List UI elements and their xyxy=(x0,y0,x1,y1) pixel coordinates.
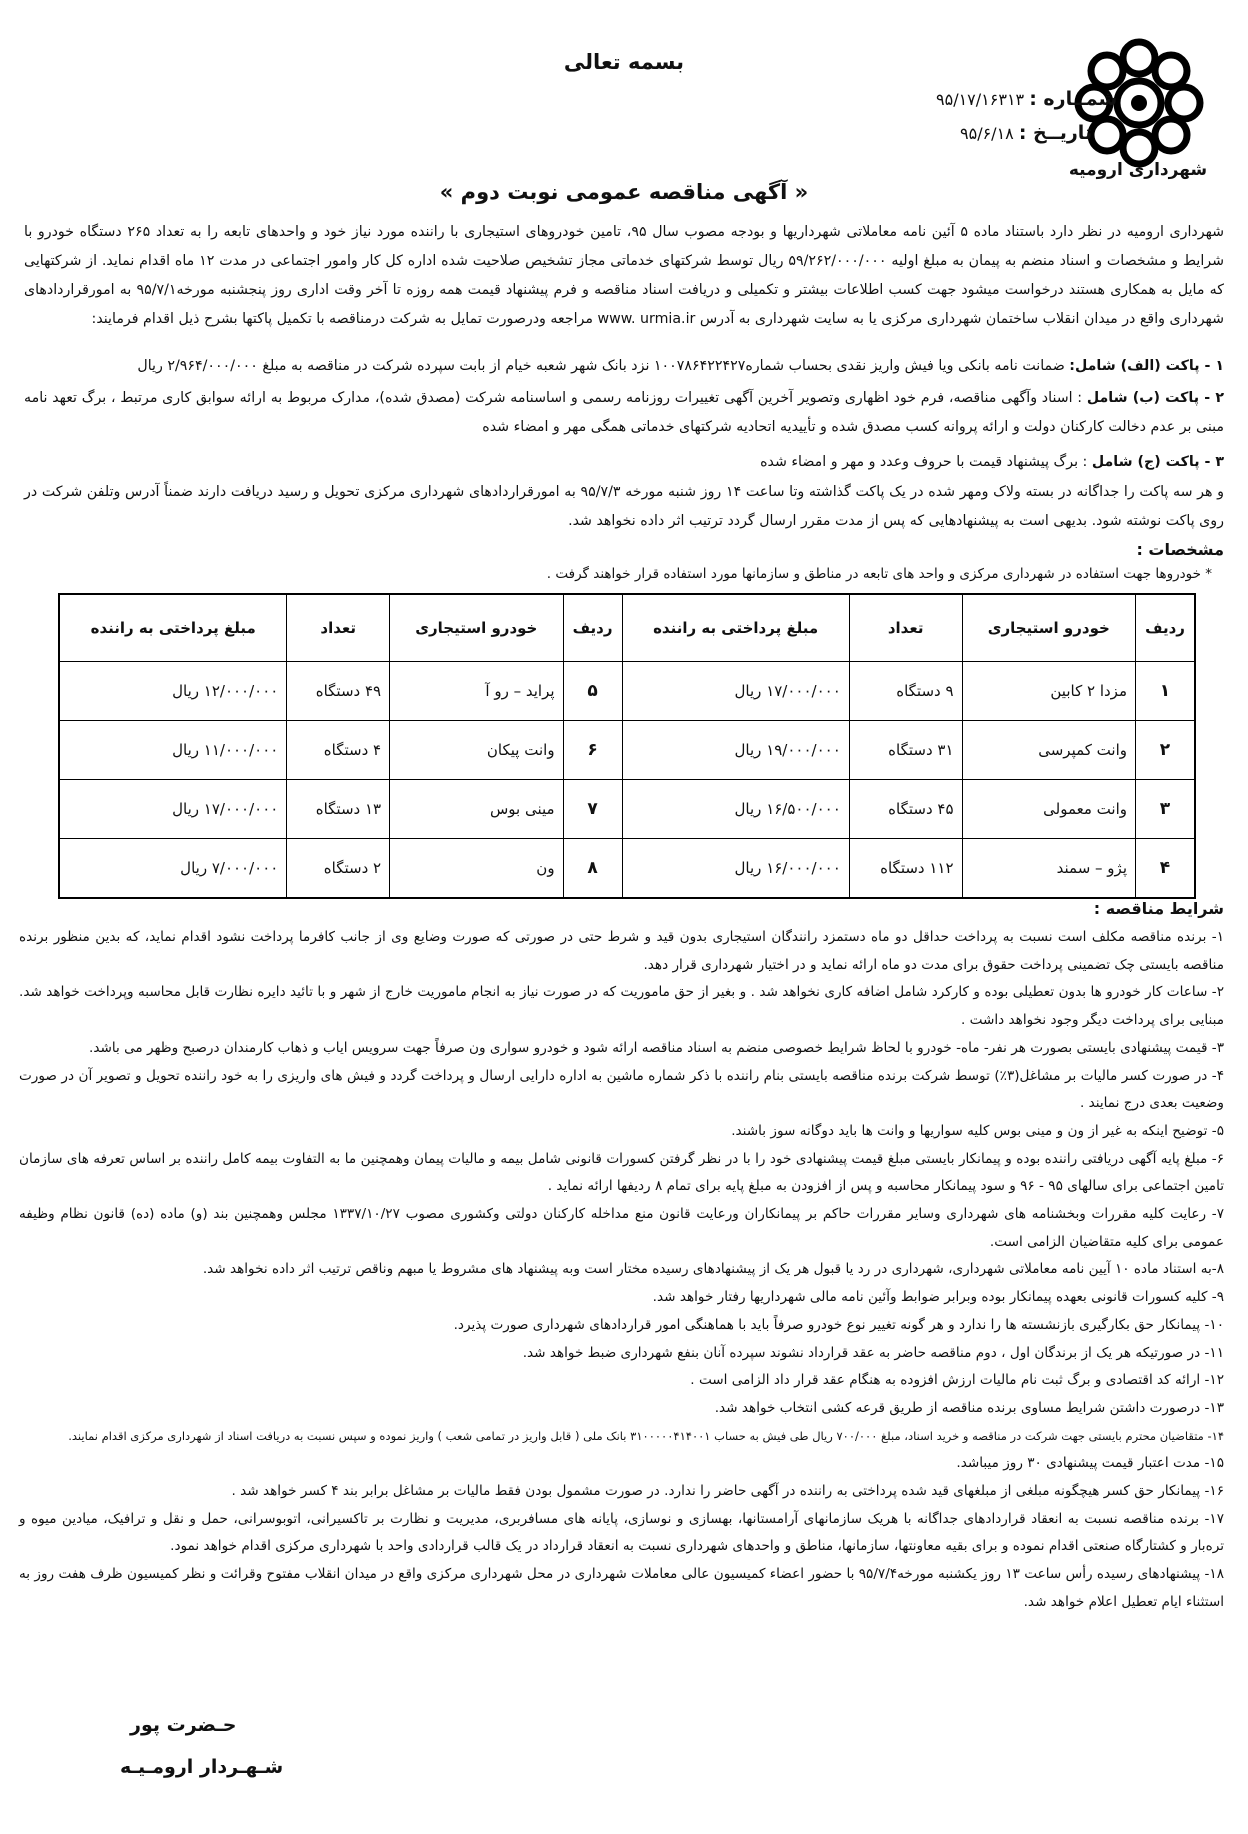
table-cell: ۴ xyxy=(1136,839,1196,899)
conditions-list xyxy=(19,924,1224,1617)
table-cell: ۲ xyxy=(1136,721,1196,780)
table-header-cell: مبلغ پرداختی به راننده xyxy=(59,594,287,662)
notice-title: « آگهی مناقصه عمومی نوبت دوم » xyxy=(439,180,809,204)
table-cell: پراید – رو آ xyxy=(390,662,563,721)
table-cell: ۷/۰۰۰/۰۰۰ ریال xyxy=(59,839,287,899)
packet-b-text: : اسناد وآگهی مناقصه، فرم خود اظهاری وتصویر آخرین آگهی تغییرات روزنامه رسمی و اساسنامه شرکت (مصدق شده)، مدارک مربوط به ارائه سوابق کاری مرتبط ، برگ تعهد نامه مبنی بر عدم دخالت کارکنان دولت و ارائه پروانه کسب مصدق شده و تأییدیه اتحادیه شرکتهای خدماتی همگی مهر و امضاء شده xyxy=(24,390,1224,435)
packet-c-label: ۳ - پاکت (ج) شامل xyxy=(1091,454,1224,470)
packet-b xyxy=(24,384,1224,442)
table-cell: ون xyxy=(390,839,563,899)
table-cell: ۳ xyxy=(1136,780,1196,839)
letter-number xyxy=(936,88,1117,110)
table-header-cell: خودرو استیجاری xyxy=(390,594,563,662)
specs-heading: مشخصات : xyxy=(1136,540,1224,559)
vehicles-table xyxy=(58,593,1196,899)
intro-paragraph: شهرداری ارومیه در نظر دارد باستناد ماده ۵ آئین نامه معاملاتی شهرداریها و بودجه مصوب سال ۹۵، تامین خودروهای استیجاری با راننده مورد نیاز خود و واحدهای تابعه را به تعداد ۲۶۵ دستگاه خودرو با شرایط و مشخصات و اسناد منضم به پیمان به مبلغ اولیه ۵۹/۲۶۲/۰۰۰/۰۰۰ ریال توسط شرکتهای خدماتی مجاز تشخیص صلاحیت شده اداره کل کار وامور اجتماعی در مدت ۱۲ ماه اقدام نماید. از شرکتهایی که مایل به همکاری هستند درخواست میشود جهت کسب اطلاعات بیشتر و تکمیلی و دریافت اسناد مناقصه و فرم پیشنهاد قیمت همه روزه تا آخر وقت اداری روز پنجشنبه مورخه۹۵/۷/۱ به امورقراردادهای شهرداری واقع در میدان انقلاب ساختمان شهرداری مرکزی یا به سایت شهرداری به آدرس www. urmia.ir مراجعه ودرصورت تمایل به شرکت درمناقصه با تکمیل پاکتها بشرح ذیل اقدام فرمایند: xyxy=(24,224,1225,327)
packet-b-label: ۲ - پاکت (ب) شامل xyxy=(1086,390,1224,406)
table-cell: ۱۷/۰۰۰/۰۰۰ ریال xyxy=(622,662,849,721)
table-cell: ۲ دستگاه xyxy=(287,839,390,899)
condition-item: ۱۶- پیمانکار حق کسر هیچگونه مبلغی از مبلغهای قید شده پرداختی به راننده در آگهی حاضر را ندارد. در صورت مشمول بودن فقط مالیات بر مشاغل برابر بند ۴ کسر خواهد شد . xyxy=(231,1483,1224,1500)
letter-date-value: ۹۵/۶/۱۸ xyxy=(960,124,1014,143)
table-header-cell: مبلغ پرداختی به راننده xyxy=(622,594,849,662)
table-header-cell: ردیف xyxy=(563,594,622,662)
packet-a-label: ۱ - پاکت (الف) شامل: xyxy=(1069,358,1224,374)
bismillah-heading: بسمه تعالی xyxy=(563,50,685,74)
table-cell: مینی بوس xyxy=(390,780,563,839)
table-header-cell: ردیف xyxy=(1136,594,1196,662)
table-cell: ۶ xyxy=(563,721,622,780)
table-cell: ۳۱ دستگاه xyxy=(849,721,962,780)
table-header-cell: خودرو استیجاری xyxy=(962,594,1135,662)
table-cell: مزدا ۲ کابین xyxy=(962,662,1135,721)
table-cell: ۱۷/۰۰۰/۰۰۰ ریال xyxy=(59,780,287,839)
condition-item: ۷- رعایت کلیه مقررات وبخشنامه های شهرداری وسایر مقررات حاکم بر پیمانکاران ورعایت قانون منع مداخله کارکنان دولتی وکشوری مصوب ۱۳۳۷/۱۰/۲۷ مجلس وهمچنین بند (و) ماده (ده) قانون نظام وظیفه عمومی برای کلیه متقاضیان الزامی است. xyxy=(19,1206,1224,1250)
table-cell: پژو – سمند xyxy=(962,839,1135,899)
signatory-name: حـضرت پور xyxy=(130,1714,237,1736)
condition-item: ۱۵- مدت اعتبار قیمت پیشنهادی ۳۰ روز میباشد. xyxy=(956,1455,1224,1472)
table-row xyxy=(59,662,1195,721)
table-row xyxy=(59,721,1195,780)
condition-item: ۶- مبلغ پایه آگهی دریافتی راننده بوده و پیمانکار بایستی مبلغ قیمت پیشنهادی خود را با در نظر گرفتن کسورات قانونی شامل بیمه و مالیات پیمان وهمچنین ما به التفاوت بیمه کامل راننده بر اساس تعرفه های سازمان تامین اجتماعی برای سالهای ۹۵ - ۹۶ و سود پیمانکار محاسبه و پس از افزودن به مبلغ پایه برای تمام ۸ ردیفها ارائه نماید . xyxy=(19,1150,1224,1195)
condition-item: ۱- برنده مناقصه مکلف است نسبت به پرداخت حداقل دو ماه دستمزد رانندگان استیجاری بدون قید و شرط حتی در صورتی که صورت وضایع وی از جانب کافرما پرداخت نشود اقدام نماید، که بدین منظور برنده مناقصه بایستی چک تضمینی پرداخت حقوق برای مدت دو ماه ارائه نماید و در اختیار شهرداری قرار دهد. xyxy=(19,929,1224,973)
letter-number-value: ۹۵/۱۷/۱۶۳۱۳ xyxy=(936,90,1025,109)
table-cell: وانت پیکان xyxy=(390,721,563,780)
table-cell: ۴۵ دستگاه xyxy=(849,780,962,839)
specs-note: * خودروها جهت استفاده در شهرداری مرکزی و واحد های تابعه در مناطق و سازمانها مورد استفاده قرار خواهند گرفت . xyxy=(546,566,1212,582)
table-cell: ۱۲/۰۰۰/۰۰۰ ریال xyxy=(59,662,287,721)
table-row xyxy=(59,839,1195,899)
signatory-title: شـهـردار ارومـیـه xyxy=(120,1756,284,1778)
table-cell: ۱۱/۰۰۰/۰۰۰ ریال xyxy=(59,721,287,780)
table-cell: ۱۳ دستگاه xyxy=(287,780,390,839)
table-cell: ۱ xyxy=(1136,662,1196,721)
table-row xyxy=(59,780,1195,839)
packet-c-text: : برگ پیشنهاد قیمت با حروف وعدد و مهر و امضاء شده xyxy=(760,454,1088,470)
table-cell: ۱۱۲ دستگاه xyxy=(849,839,962,899)
condition-item: ۱۷- برنده مناقصه نسبت به انعقاد قراردادهای جداگانه با هریک سازمانهای آرامستانها، بهسازی و نوسازی، پایانه های مسافربری، مدیریت و نظارت بر تاکسیرانی، اتوبوسرانی، حمل و نقل و ترافیک، میادین میوه و تره‌بار و کشتارگاه صنعتی اقدام نموده و برای بقیه معاونتها، سازمانها، مناطق و واحدهای شهرداری نسبت به انعقاد قرارداد در یک قالب قراردادی واحد با شهرداری مرکزی اقدام خواهد نمود. xyxy=(19,1510,1224,1555)
packet-a-text: ضمانت نامه بانکی ویا فیش واریز نقدی بحساب شماره۱۰۰۷۸۶۴۲۲۴۲۷ نزد بانک شهر شعبه خیام از بابت سپرده شرکت در مناقصه به مبلغ ۲/۹۶۴/۰۰۰/۰۰۰ ریال xyxy=(137,358,1065,374)
table-header-row xyxy=(59,594,1195,662)
condition-item: ۱۸- پیشنهادهای رسیده رأس ساعت ۱۳ روز یکشنبه مورخه۹۵/۷/۴ با حضور اعضاء کمیسیون عالی معاملات شهرداری در محل شهرداری مرکزی واقع در میدان انقلاب مفتوح وقرائت و نظر کمیسیون ظرف هفت روز به استثناء ایام تعطیل اعلام خواهد شد. xyxy=(19,1566,1224,1610)
table-cell: ۵ xyxy=(563,662,622,721)
submission-paragraph: و هر سه پاکت را جداگانه در بسته ولاک ومهر شده در یک پاکت گذاشته وتا ساعت ۱۴ روز شنبه مورخه ۹۵/۷/۳ به امورقراردادهای شهرداری مرکزی تحویل و رسید دریافت دارند ضمناً آدرس وتلفن شرکت در روی پاکت نوشته شود. بدیهی است به پیشنهادهایی که پس از مدت مقرر ارسال گردد ترتیب اثر داده نخواهد شد. xyxy=(24,484,1224,529)
table-header-cell: تعداد xyxy=(287,594,390,662)
table-cell: ۱۹/۰۰۰/۰۰۰ ریال xyxy=(622,721,849,780)
condition-item: ۱۴- متقاضیان محترم بایستی جهت شرکت در مناقصه و خرید اسناد، مبلغ ۷۰۰/۰۰۰ ریال طی فیش به حساب ۳۱۰۰۰۰۰۴۱۴۰۰۱ بانک ملی ( قابل واریز در تمامی شعب ) واریز نموده و سپس نسبت به دریافت اسناد از شهرداری مرکزی اقدام نمایند. xyxy=(68,1428,1224,1443)
table-cell: وانت معمولی xyxy=(962,780,1135,839)
condition-item: ۱۱- در صورتیکه هر یک از برندگان اول ، دوم مناقصه حاضر به عقد قرارداد نشوند سپرده آنان بنفع شهرداری ضبط خواهد شد. xyxy=(522,1344,1224,1361)
table-header-cell: تعداد xyxy=(849,594,962,662)
conditions-heading: شرایط مناقصه : xyxy=(1093,899,1224,918)
condition-item: ۱۰- پیمانکار حق بکارگیری بازنشسته ها را ندارد و هر گونه تغییر نوع خودرو صرفاً باید با هماهنگی امور قراردادهای شهرداری صورت پذیرد. xyxy=(453,1316,1224,1333)
condition-item: ۱۳- درصورت داشتن شرایط مساوی برنده مناقصه از طریق قرعه کشی انتخاب خواهد شد. xyxy=(714,1399,1224,1416)
packet-c xyxy=(24,448,1224,477)
letter-date xyxy=(960,122,1092,144)
table-cell: ۹ دستگاه xyxy=(849,662,962,721)
table-cell: ۷ xyxy=(563,780,622,839)
condition-item: ۳- قیمت پیشنهادی بایستی بصورت هر نفر- ماه- خودرو با لحاظ شرایط خصوصی منضم به اسناد مناقصه ارائه شود و خودرو سواری ون صرفاً جهت سرویس ایاب و ذهاب کارمندان درصبح وظهر می باشد. xyxy=(89,1039,1224,1056)
table-cell: وانت کمپرسی xyxy=(962,721,1135,780)
table-cell: ۴ دستگاه xyxy=(287,721,390,780)
table-cell: ۸ xyxy=(563,839,622,899)
letter-number-label: شمــاره : xyxy=(1029,88,1118,110)
condition-item: ۸-به استناد ماده ۱۰ آیین نامه معاملاتی شهرداری، شهرداری در رد یا قبول هر یک از پیشنهادهای رسیده مختار است وبه پیشنهاد های مشروط یا مبهم وناقص ترتیب اثر داده نخواهد شد. xyxy=(202,1261,1224,1278)
table-cell: ۴۹ دستگاه xyxy=(287,662,390,721)
org-name: شهرداری ارومیه xyxy=(1068,160,1208,180)
condition-item: ۱۲- ارائه کد اقتصادی و برگ ثبت نام مالیات ارزش افزوده به هنگام عقد قرار داد الزامی است . xyxy=(690,1372,1224,1389)
condition-item: ۹- کلیه کسورات قانونی بعهده پیمانکار بوده وبرابر ضوابط وآئین نامه مالی شهرداریها رفتار خواهد شد. xyxy=(652,1289,1224,1306)
packet-a xyxy=(24,352,1224,381)
condition-item: ۲- ساعات کار خودرو ها بدون تعطیلی بوده و کارکرد شامل اضافه کاری نخواهد شد . و بغیر از حق ماموریت که در صورت نیاز به انجام ماموریت خارج از شهر و با تائید دایره نظارت قابل محاسبه وپرداخت خواهد شد. مبنایی برای پرداخت دیگر وجود نخواهد داشت . xyxy=(19,984,1224,1029)
table-cell: ۱۶/۰۰۰/۰۰۰ ریال xyxy=(622,839,849,899)
condition-item: ۵- توضیح اینکه به غیر از ون و مینی بوس کلیه سواریها و وانت ها باید دوگانه سوز باشند. xyxy=(731,1122,1224,1139)
condition-item: ۴- در صورت کسر مالیات بر مشاغل(۳٪) توسط شرکت برنده مناقصه بایستی بنام راننده با ذکر شماره ماشین به اداره دارایی ارسال و پرداخت گردد و فیش های واریزی را به خود راننده تحویل و تصویر آن در صورت وضعیت بعدی درج نمایند . xyxy=(19,1067,1225,1112)
letter-date-label: تاریــخ : xyxy=(1018,122,1093,144)
table-cell: ۱۶/۵۰۰/۰۰۰ ریال xyxy=(622,780,849,839)
